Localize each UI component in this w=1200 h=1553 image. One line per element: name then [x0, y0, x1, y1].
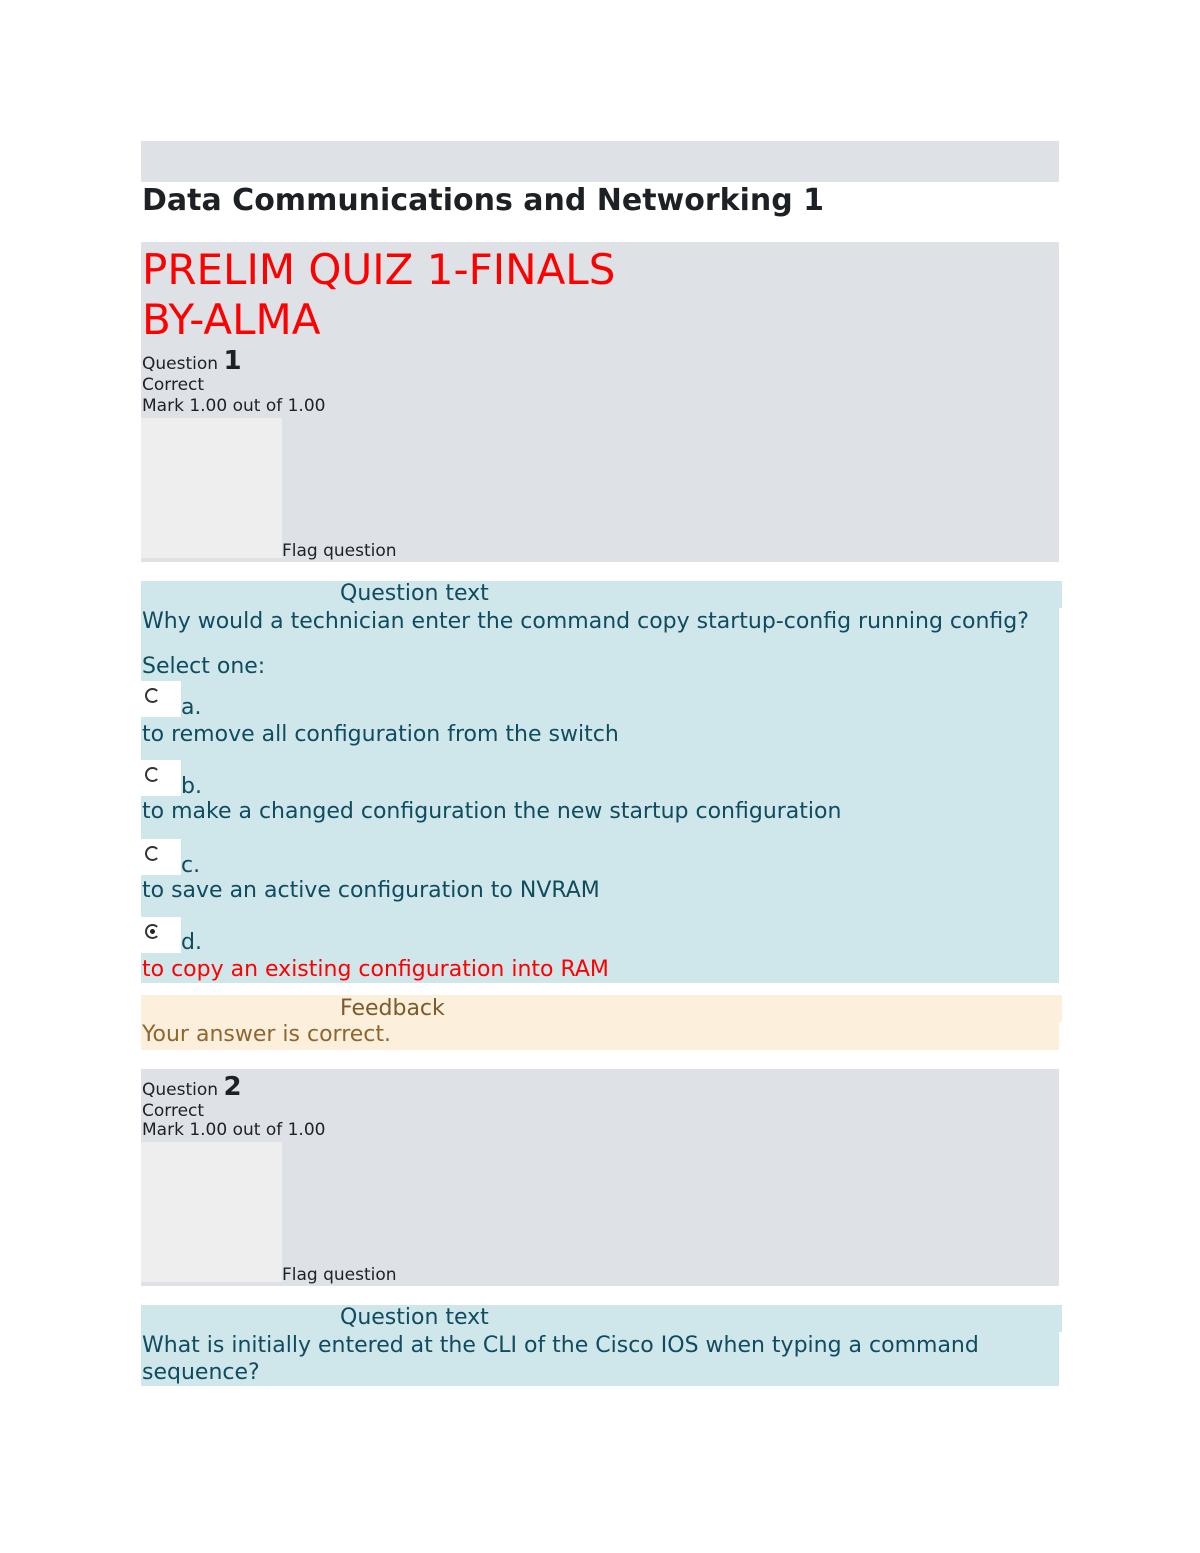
- option-d-text[interactable]: to copy an existing configuration into RAM: [142, 957, 609, 982]
- question-1-flag-icon[interactable]: [141, 418, 282, 558]
- quiz-title-line1: PRELIM QUIZ 1-FINALS: [142, 245, 616, 294]
- question-1-mark: Mark 1.00 out of 1.00: [142, 396, 326, 416]
- question-2-flag-button[interactable]: Flag question: [282, 1265, 397, 1285]
- feedback-label: Feedback: [340, 996, 445, 1021]
- question-1-section-label: Question text: [340, 581, 489, 606]
- question-2-text-line1: What is initially entered at the CLI of the Cisco IOS when typing a command: [142, 1333, 979, 1358]
- question-1-select-label: Select one:: [142, 654, 266, 679]
- question-2-flag-icon[interactable]: [141, 1142, 282, 1282]
- question-2-text-line2: sequence?: [142, 1360, 260, 1385]
- radio-checked-icon: [145, 924, 160, 939]
- page-title: Data Communications and Networking 1: [142, 183, 825, 218]
- option-c-text[interactable]: to save an active configuration to NVRAM: [142, 878, 600, 903]
- question-1-label: Question 1: [142, 346, 242, 376]
- question-1-section-tab: [1059, 581, 1062, 608]
- option-d-radio[interactable]: [141, 917, 181, 953]
- option-b-letter: b.: [181, 774, 202, 799]
- radio-icon: [145, 846, 160, 861]
- option-b-text[interactable]: to make a changed configuration the new startup configuration: [142, 799, 842, 824]
- feedback-text: Your answer is correct.: [142, 1022, 392, 1047]
- question-1-status: Correct: [142, 375, 205, 395]
- option-a-radio[interactable]: [141, 681, 181, 717]
- feedback-tab: [1059, 995, 1062, 1022]
- radio-icon: [145, 767, 160, 782]
- radio-icon: [145, 688, 160, 703]
- top-banner: [141, 141, 1059, 182]
- question-1-number: 1: [223, 346, 242, 376]
- question-1-text: Why would a technician enter the command copy startup-config running config?: [142, 609, 1029, 634]
- option-b-radio[interactable]: [141, 760, 181, 796]
- option-a-letter: a.: [181, 695, 202, 720]
- question-2-status: Correct: [142, 1101, 205, 1121]
- option-a-text[interactable]: to remove all configuration from the switch: [142, 722, 619, 747]
- question-2-section-label: Question text: [340, 1305, 489, 1330]
- option-d-letter: d.: [181, 930, 202, 955]
- question-2-number: 2: [223, 1072, 242, 1102]
- question-2-mark: Mark 1.00 out of 1.00: [142, 1120, 326, 1140]
- quiz-title-line2: BY-ALMA: [142, 295, 321, 344]
- question-1-text-block: [141, 581, 1059, 983]
- question-2-label: Question 2: [142, 1072, 242, 1102]
- option-c-radio[interactable]: [141, 839, 181, 875]
- question-2-section-tab: [1059, 1305, 1062, 1332]
- question-1-flag-button[interactable]: Flag question: [282, 541, 397, 561]
- option-c-letter: c.: [181, 853, 201, 878]
